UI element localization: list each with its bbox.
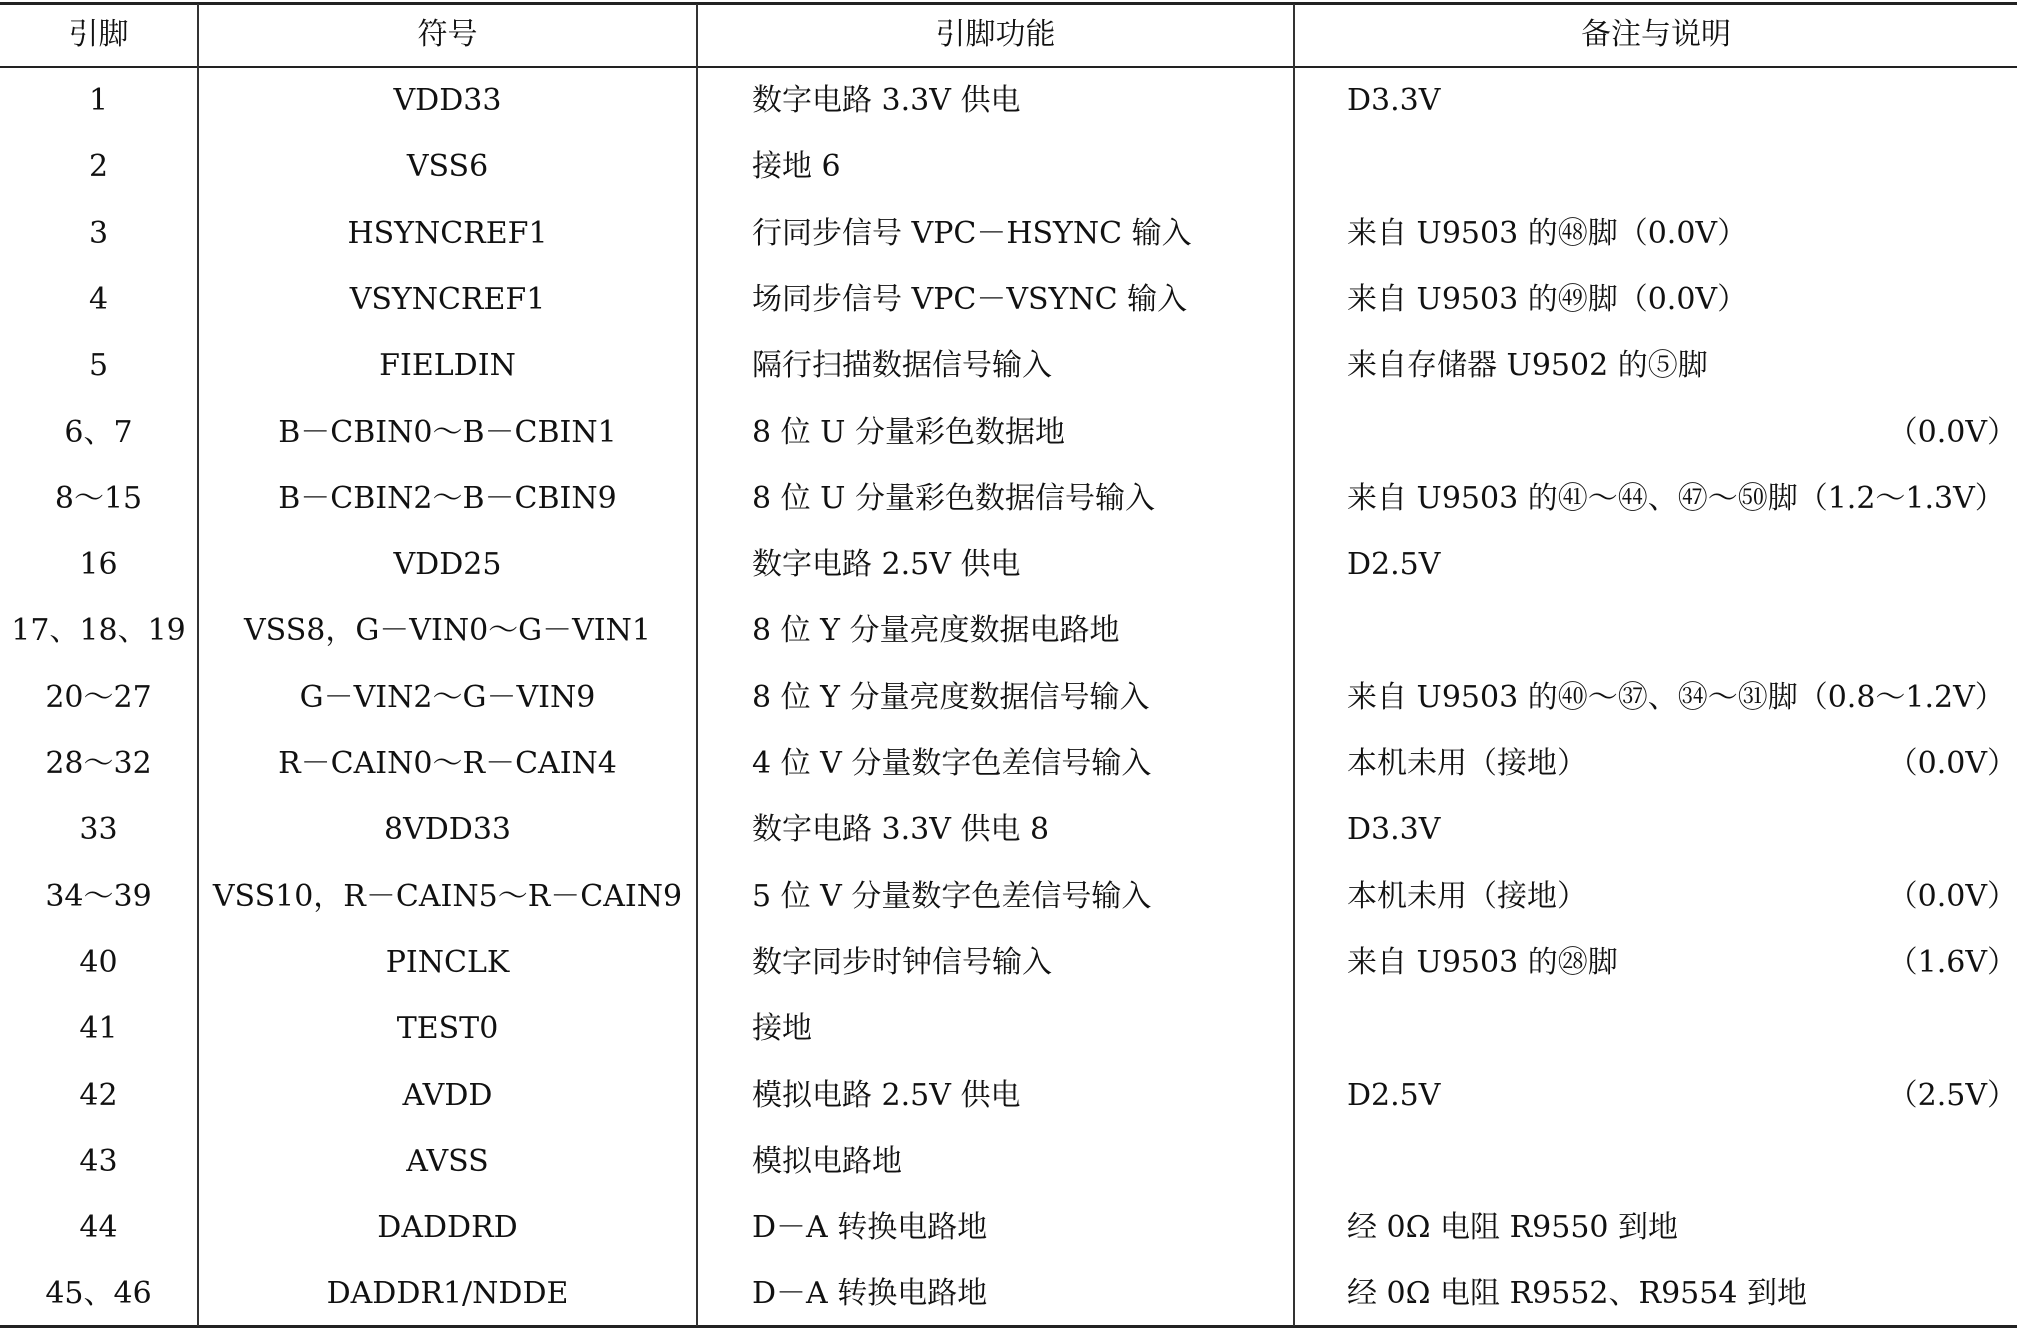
column-divider [1293, 4, 1295, 1326]
note-cell: 来自 U9503 的㊾脚（0.0V） [1347, 282, 1748, 317]
function-cell: 场同步信号 VPC－VSYNC 输入 [752, 282, 1188, 317]
note-cell: D3.3V [1347, 812, 1441, 847]
symbol-cell: B－CBIN0～B－CBIN1 [278, 415, 617, 450]
symbol-cell: VSS6 [406, 149, 489, 184]
note-cell: 经 0Ω 电阻 R9552、R9554 到地 [1347, 1276, 1807, 1311]
note-cell [1347, 400, 1877, 466]
note-cell: D2.5V [1347, 1078, 1441, 1113]
function-cell: 接地 6 [752, 149, 841, 184]
pin-cell: 8～15 [54, 481, 143, 516]
pin-cell: 42 [79, 1078, 118, 1113]
pin-cell: 2 [88, 149, 109, 184]
symbol-cell: 8VDD33 [383, 812, 512, 847]
symbol-cell: B－CBIN2～B－CBIN9 [278, 481, 617, 516]
function-cell: D－A 转换电路地 [752, 1210, 988, 1245]
function-cell: 行同步信号 VPC－HSYNC 输入 [752, 216, 1192, 251]
function-cell: 数字电路 2.5V 供电 [752, 547, 1021, 582]
voltage-cell [1800, 996, 2017, 1062]
pin-cell: 17、18、19 [11, 613, 186, 648]
pin-cell: 33 [79, 812, 118, 847]
column-divider [696, 4, 698, 1326]
symbol-cell: VSS8，G－VIN0～G－VIN1 [244, 613, 651, 648]
pin-cell: 28～32 [45, 746, 152, 781]
voltage-cell: （0.0V） [1887, 879, 2017, 914]
note-cell: 来自 U9503 的㉘脚 [1347, 945, 1618, 980]
voltage-cell: （0.0V） [1887, 746, 2017, 781]
symbol-cell: PINCLK [385, 945, 510, 980]
note-cell: 本机未用（接地） [1347, 879, 1587, 914]
voltage-cell [1800, 267, 2017, 333]
function-cell: 接地 [752, 1011, 812, 1046]
voltage-cell [1800, 466, 2017, 532]
note-cell: 来自 U9503 的㊵～㊲、㉞～㉛脚（0.8～1.2V） [1347, 680, 2005, 715]
voltage-cell: （2.5V） [1887, 1078, 2017, 1113]
note-cell: 经 0Ω 电阻 R9550 到地 [1347, 1210, 1679, 1245]
voltage-cell [1800, 201, 2017, 267]
voltage-cell [1800, 598, 2017, 664]
pin-cell: 3 [88, 216, 109, 251]
note-cell: 来自 U9503 的㊽脚（0.0V） [1347, 216, 1748, 251]
function-cell: D－A 转换电路地 [752, 1276, 988, 1311]
pin-cell: 44 [79, 1210, 118, 1245]
symbol-cell: FIELDIN [379, 348, 516, 383]
pin-cell: 1 [88, 83, 109, 118]
voltage-cell [1800, 68, 2017, 134]
note-cell [1347, 996, 1877, 1062]
voltage-cell: （0.0V） [1887, 415, 2017, 450]
pin-cell: 34～39 [45, 879, 152, 914]
note-cell [1347, 1129, 1877, 1195]
symbol-cell: HSYNCREF1 [347, 216, 548, 251]
symbol-cell: VSYNCREF1 [349, 282, 546, 317]
pin-cell: 4 [88, 282, 109, 317]
symbol-cell: VSS10，R－CAIN5～R－CAIN9 [212, 879, 683, 914]
function-cell: 4 位 V 分量数字色差信号输入 [752, 746, 1152, 781]
pin-cell: 5 [88, 348, 109, 383]
symbol-cell: AVSS [406, 1144, 489, 1179]
note-cell: 本机未用（接地） [1347, 746, 1587, 781]
voltage-cell [1800, 134, 2017, 200]
voltage-cell [1800, 797, 2017, 863]
symbol-cell: VDD33 [393, 83, 502, 118]
header-notes: 备注与说明 [1581, 17, 1731, 52]
header-symbol: 符号 [417, 17, 478, 52]
note-cell [1347, 134, 1877, 200]
symbol-cell: TEST0 [396, 1011, 499, 1046]
function-cell: 数字同步时钟信号输入 [752, 945, 1052, 980]
pin-cell: 20～27 [45, 680, 152, 715]
note-cell: D2.5V [1347, 547, 1441, 582]
voltage-cell [1800, 1261, 2017, 1327]
function-cell: 数字电路 3.3V 供电 [752, 83, 1021, 118]
symbol-cell: AVDD [402, 1078, 493, 1113]
note-cell: 来自存储器 U9502 的⑤脚 [1347, 348, 1708, 383]
note-cell [1347, 598, 1877, 664]
voltage-cell: （1.6V） [1887, 945, 2017, 980]
note-cell: D3.3V [1347, 83, 1441, 118]
symbol-cell: R－CAIN0～R－CAIN4 [278, 746, 617, 781]
function-cell: 8 位 U 分量彩色数据信号输入 [752, 481, 1155, 516]
function-cell: 隔行扫描数据信号输入 [752, 348, 1052, 383]
pin-cell: 41 [79, 1011, 118, 1046]
pin-cell: 6、7 [64, 415, 133, 450]
function-cell: 模拟电路 2.5V 供电 [752, 1078, 1021, 1113]
function-cell: 模拟电路地 [752, 1144, 902, 1179]
function-cell: 数字电路 3.3V 供电 8 [752, 812, 1050, 847]
voltage-cell [1800, 1129, 2017, 1195]
voltage-cell [1800, 333, 2017, 399]
symbol-cell: G－VIN2～G－VIN9 [299, 680, 596, 715]
function-cell: 8 位 U 分量彩色数据地 [752, 415, 1065, 450]
function-cell: 5 位 V 分量数字色差信号输入 [752, 879, 1152, 914]
pin-cell: 16 [79, 547, 118, 582]
header-pin: 引脚 [68, 17, 129, 52]
note-cell: 来自 U9503 的㊶～㊹、㊼～㊿脚（1.2～1.3V） [1347, 481, 2005, 516]
symbol-cell: VDD25 [393, 547, 502, 582]
symbol-cell: DADDR1/NDDE [326, 1276, 569, 1311]
pin-cell: 40 [79, 945, 118, 980]
voltage-cell [1800, 532, 2017, 598]
symbol-cell: DADDRD [377, 1210, 518, 1245]
voltage-cell [1800, 665, 2017, 731]
header-function: 引脚功能 [935, 17, 1056, 52]
voltage-cell [1800, 1195, 2017, 1261]
function-cell: 8 位 Y 分量亮度数据电路地 [752, 613, 1120, 648]
function-cell: 8 位 Y 分量亮度数据信号输入 [752, 680, 1150, 715]
pin-cell: 43 [79, 1144, 118, 1179]
pin-cell: 45、46 [45, 1276, 152, 1311]
